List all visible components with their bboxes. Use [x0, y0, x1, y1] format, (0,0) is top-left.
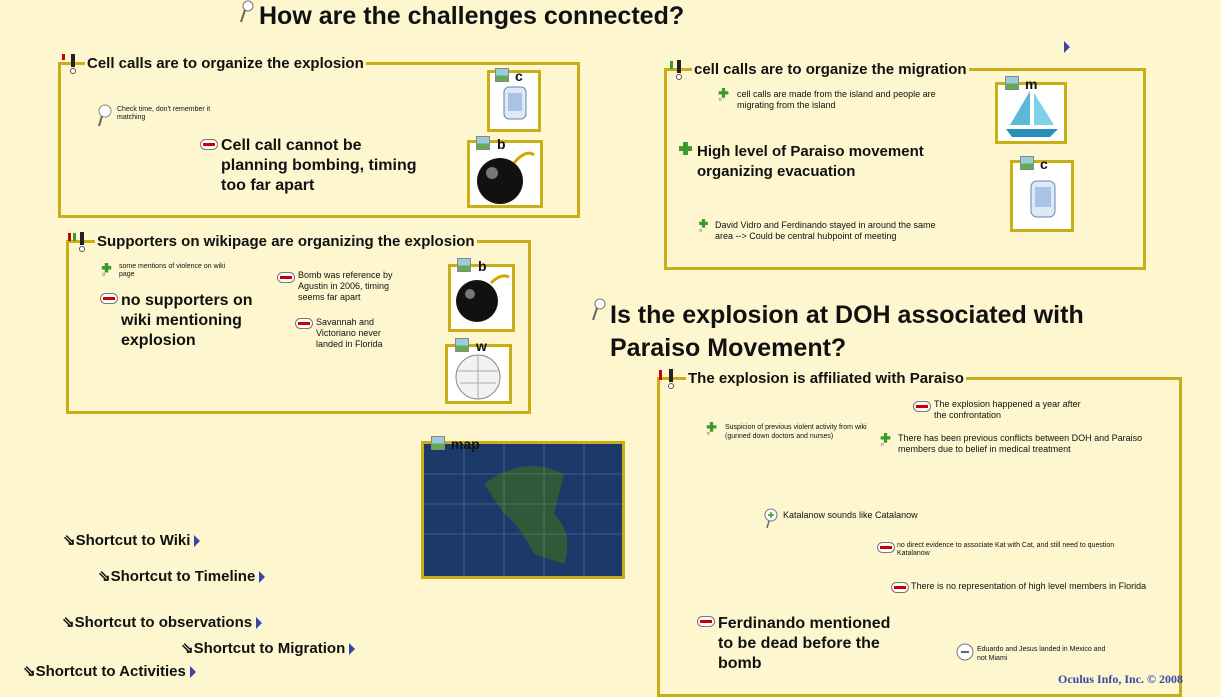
shortcut-observations[interactable]: ⇘Shortcut to observations	[62, 613, 262, 631]
main-title: How are the challenges connected?	[259, 2, 685, 30]
image-label: c	[515, 68, 523, 84]
pro-icon	[717, 88, 730, 101]
expand-arrow-icon[interactable]	[194, 535, 200, 547]
pro-argument: David Vidro and Ferdinando stayed in around the same area --> Could be central hubpoint of meeting	[715, 220, 936, 241]
satellite-map	[424, 444, 622, 576]
pro-argument: There has been previous conflicts between DOH and Paraiso members due to belief in medical treatment	[898, 433, 1143, 454]
question-title-line1: Is the explosion at DOH associated with	[610, 301, 1084, 329]
shortcut-icon: ⇘	[23, 663, 36, 680]
minus-icon	[955, 643, 975, 663]
box-title: cell calls are to organize the migration	[694, 61, 967, 78]
pushpin-icon	[238, 0, 254, 24]
bomb-image	[470, 143, 540, 205]
pro-argument: Suspicion of previous violent activity from wiki (gunned down doctors and nurses)	[725, 424, 867, 440]
neutral-argument: Eduardo and Jesus landed in Mexico and not Miami	[977, 646, 1106, 662]
neutral-argument: Katalanow sounds like Catalanow	[783, 510, 918, 520]
image-icon	[1020, 156, 1034, 170]
image-label: w	[476, 338, 487, 354]
importance-icon	[68, 230, 90, 254]
con-icon	[913, 401, 931, 412]
pro-icon	[100, 263, 113, 276]
con-argument: The explosion happened a year after the confrontation	[934, 399, 1081, 420]
image-thumbnail-b[interactable]	[448, 264, 515, 332]
shortcut-timeline[interactable]: ⇘Shortcut to Timeline	[98, 567, 265, 585]
image-label: b	[478, 258, 487, 274]
con-icon	[697, 616, 715, 627]
phone-image	[1013, 163, 1071, 229]
shortcut-icon: ⇘	[98, 568, 111, 585]
importance-icon	[668, 58, 686, 82]
image-icon	[1005, 76, 1019, 90]
image-label: b	[497, 136, 506, 152]
image-label: m	[1025, 76, 1038, 92]
image-label: c	[1040, 156, 1048, 172]
image-icon	[431, 436, 445, 450]
shortcut-icon: ⇘	[63, 532, 76, 549]
question-title-line2: Paraiso Movement?	[610, 334, 847, 362]
pro-argument: High level of Paraiso movement organizing evacuation	[697, 143, 924, 180]
con-argument: Bomb was reference by Agustin in 2006, timing seems far apart	[298, 270, 393, 302]
box-title: The explosion is affiliated with Paraiso	[688, 370, 964, 387]
footer-credit: Oculus Info, Inc. © 2008	[1058, 672, 1183, 686]
con-icon	[891, 582, 909, 593]
image-icon	[457, 258, 471, 272]
note-text: Check time, don't remember it matching	[117, 106, 211, 121]
expand-arrow-icon[interactable]	[190, 666, 196, 678]
con-argument: Cell call cannot be planning bombing, timing too far apart	[221, 137, 417, 194]
con-argument: Ferdinando mentioned to be dead before the bomb	[718, 615, 891, 672]
pushpin-icon	[590, 298, 606, 322]
box-title: Cell calls are to organize the explosion	[87, 55, 364, 72]
con-icon	[295, 318, 313, 329]
pro-icon	[679, 142, 692, 155]
shortcut-wiki[interactable]: ⇘Shortcut to Wiki	[63, 531, 200, 549]
shortcut-activities[interactable]: ⇘Shortcut to Activities	[23, 662, 196, 680]
map-image[interactable]	[421, 441, 625, 579]
shortcut-icon: ⇘	[181, 640, 194, 657]
con-argument: no direct evidence to associate Kat with Cat, and still need to question Katalanow	[897, 542, 1115, 557]
box-title: Supporters on wikipage are organizing the explosion	[97, 233, 475, 250]
note-pin-icon	[96, 104, 112, 128]
image-icon	[455, 338, 469, 352]
collapse-arrow-icon[interactable]	[1060, 38, 1070, 56]
con-argument: There is no representation of high level members in Florida	[911, 581, 1147, 591]
importance-icon	[659, 367, 681, 391]
shortcut-icon: ⇘	[62, 614, 75, 631]
con-argument: no supporters on wiki mentioning explosion	[121, 292, 253, 349]
importance-icon	[62, 52, 80, 76]
sailboat-image	[998, 85, 1064, 141]
con-icon	[200, 139, 218, 150]
con-icon	[277, 272, 295, 283]
pro-argument: cell calls are made from the island and people are migrating from the island	[737, 89, 936, 110]
wiki-globe-image	[448, 347, 509, 401]
image-icon	[495, 68, 509, 82]
con-icon	[877, 542, 895, 553]
con-icon	[100, 293, 118, 304]
bomb-image	[451, 267, 512, 329]
pro-icon	[697, 219, 710, 232]
neutral-icon	[763, 508, 779, 532]
pro-argument: some mentions of violence on wiki page	[119, 263, 226, 278]
expand-arrow-icon[interactable]	[256, 617, 262, 629]
shortcut-migration[interactable]: ⇘Shortcut to Migration	[181, 639, 355, 657]
expand-arrow-icon[interactable]	[259, 571, 265, 583]
con-argument: Savannah and Victoriano never landed in Florida	[316, 317, 383, 349]
map-label: map	[451, 436, 480, 452]
pro-icon	[705, 422, 718, 435]
image-icon	[476, 136, 490, 150]
pro-icon	[879, 433, 892, 446]
expand-arrow-icon[interactable]	[349, 643, 355, 655]
